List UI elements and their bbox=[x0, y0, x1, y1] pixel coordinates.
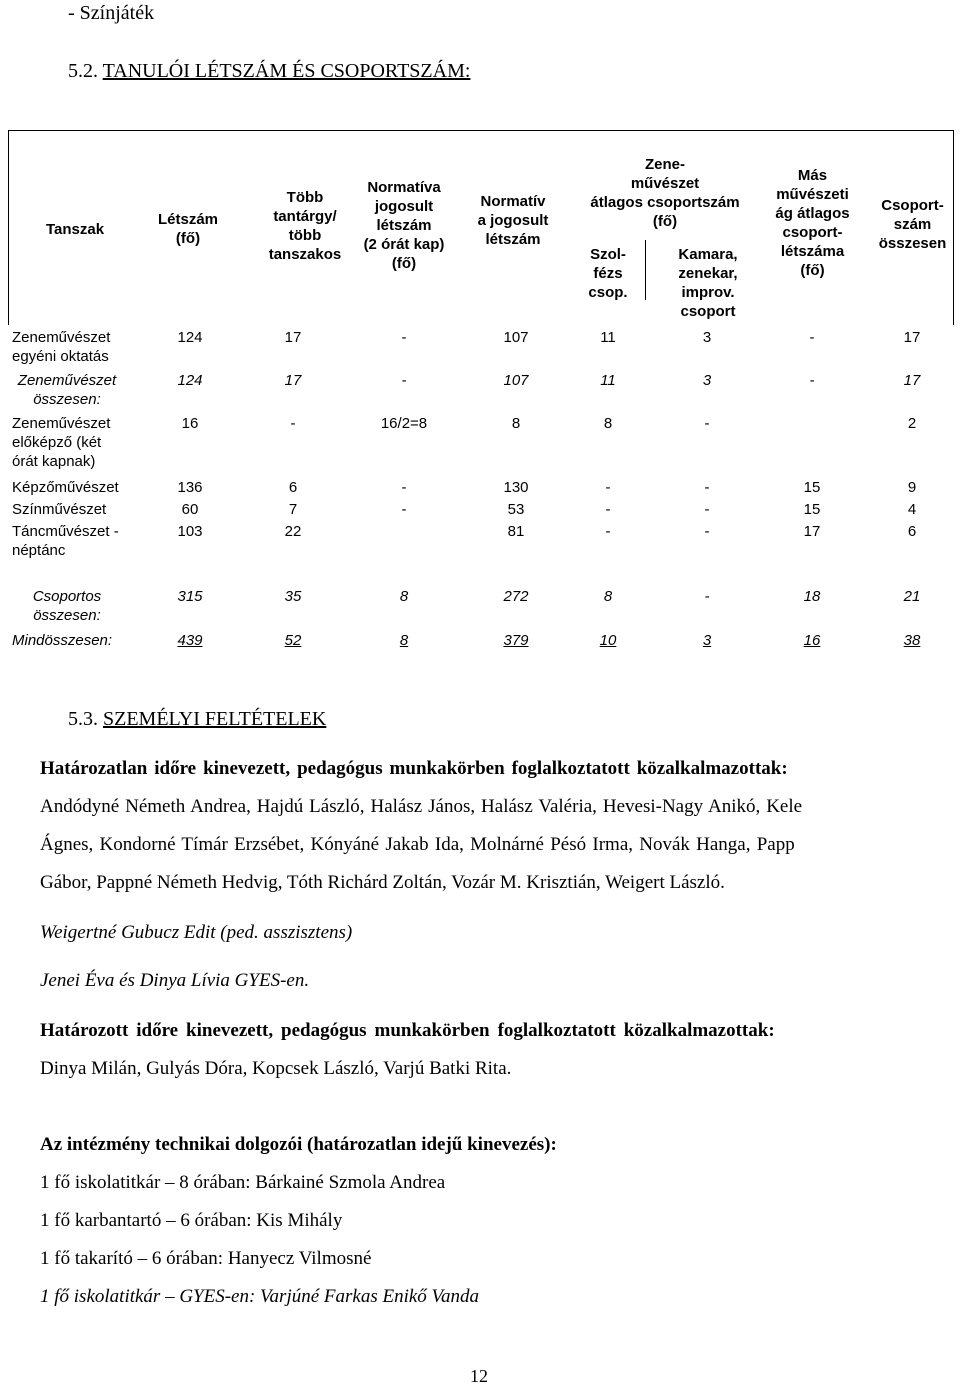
row-label: Színművészet bbox=[12, 501, 107, 518]
header-line: fézs bbox=[593, 265, 623, 282]
table-cell: 22 bbox=[284, 523, 302, 540]
bullet-szinjatek: - Színjáték bbox=[68, 2, 155, 24]
header-line: Létszám bbox=[157, 211, 219, 228]
header-line: Csoport- bbox=[881, 197, 944, 214]
header-divider bbox=[645, 240, 646, 300]
assistant-line: Weigertné Gubucz Edit (ped. asszisztens) bbox=[40, 922, 353, 943]
table-cell: 60 bbox=[181, 501, 199, 518]
table-cell: 8 bbox=[399, 588, 409, 605]
header-line: Szol- bbox=[590, 246, 626, 263]
page-number: 12 bbox=[470, 1366, 488, 1386]
header-line: zenekar, bbox=[678, 265, 738, 282]
table-cell: 8 bbox=[511, 415, 521, 432]
section-number: 5.2. bbox=[68, 60, 98, 82]
table-cell: 15 bbox=[803, 479, 821, 496]
header-csoportszam bbox=[865, 196, 960, 253]
row-label: Zeneművészet összesen: bbox=[17, 372, 117, 408]
table-cell: 136 bbox=[177, 479, 203, 496]
table-cell: 16 bbox=[803, 632, 821, 649]
table-cell: 107 bbox=[503, 372, 529, 389]
header-line: összesen bbox=[878, 235, 947, 252]
header-normativa bbox=[350, 178, 458, 273]
header-line: Több bbox=[286, 189, 324, 206]
table-cell: 10 bbox=[599, 632, 617, 649]
table-cell: - bbox=[809, 372, 815, 389]
table-cell: 21 bbox=[903, 588, 921, 605]
table-cell: 6 bbox=[907, 523, 917, 540]
header-line: létszám bbox=[485, 231, 541, 248]
table-cell: 8 bbox=[603, 415, 613, 432]
table-cell: 3 bbox=[702, 372, 712, 389]
gyes-line: Jenei Éva és Dinya Lívia GYES-en. bbox=[40, 970, 310, 991]
permanent-staff-line-2: Ágnes, Kondorné Tímár Erzsébet, Kónyáné Jakab Ida, Molnárné Pésó Irma, Novák Hanga, Papp bbox=[40, 834, 795, 855]
table-cell: 103 bbox=[177, 523, 203, 540]
table-cell: 7 bbox=[288, 501, 298, 518]
table-cell: - bbox=[401, 501, 407, 518]
table-cell: 11 bbox=[600, 329, 616, 346]
header-line: csoport- bbox=[782, 224, 843, 241]
row-label: Képzőművészet bbox=[12, 479, 119, 496]
table-cell: 9 bbox=[907, 479, 917, 496]
header-line: Zene- bbox=[644, 156, 685, 173]
header-line: (fő) bbox=[800, 262, 825, 279]
table-cell: 52 bbox=[284, 632, 302, 649]
table-cell: 16/2=8 bbox=[380, 415, 428, 432]
header-line: több bbox=[288, 227, 322, 244]
header-line: Kamara, bbox=[678, 246, 738, 263]
table-cell: - bbox=[605, 479, 611, 496]
row-label: Mindösszesen: bbox=[12, 632, 113, 649]
table-cell: 35 bbox=[284, 588, 302, 605]
technical-staff-2: 1 fő karbantartó – 6 órában: Kis Mihály bbox=[40, 1210, 343, 1231]
table-cell: 38 bbox=[903, 632, 921, 649]
table-cell: - bbox=[704, 588, 710, 605]
header-line: jogosult bbox=[374, 198, 434, 215]
header-zenemuveszet bbox=[570, 155, 760, 231]
technical-staff-heading: Az intézmény technikai dolgozói (határozatlan idejű kinevezés): bbox=[40, 1134, 557, 1155]
table-cell: - bbox=[704, 479, 710, 496]
table-cell: 124 bbox=[177, 372, 203, 389]
section-title: SZEMÉLYI FELTÉTELEK bbox=[103, 708, 327, 730]
table-cell: - bbox=[605, 523, 611, 540]
table-cell: - bbox=[401, 329, 407, 346]
header-line: (fő) bbox=[652, 213, 678, 230]
technical-staff-3: 1 fő takarító – 6 órában: Hanyecz Vilmosné bbox=[40, 1248, 372, 1269]
table-cell: 107 bbox=[503, 329, 529, 346]
table-cell: 130 bbox=[503, 479, 529, 496]
table-cell: 17 bbox=[284, 329, 302, 346]
header-tobb-tantargy bbox=[255, 188, 355, 264]
table-cell: 17 bbox=[903, 329, 921, 346]
table-cell: - bbox=[605, 501, 611, 518]
row-label: Csoportos összesen: bbox=[32, 588, 102, 624]
header-line: művészet bbox=[630, 175, 700, 192]
table-cell: 379 bbox=[503, 632, 529, 649]
table-cell: - bbox=[704, 501, 710, 518]
header-line: létszáma bbox=[780, 243, 845, 260]
header-line: a jogosult bbox=[477, 212, 549, 229]
header-line: csoport bbox=[680, 303, 736, 320]
row-label: Zeneművészet előképző (két órát kapnak) bbox=[12, 415, 111, 470]
permanent-staff-line-3: Gábor, Pappné Németh Hedvig, Tóth Richárd Zoltán, Vozár M. Krisztián, Weigert László. bbox=[40, 872, 725, 893]
header-line: Normatíva bbox=[367, 179, 441, 196]
table-cell: 53 bbox=[507, 501, 525, 518]
section-5-2-heading bbox=[68, 60, 470, 83]
table-cell: 11 bbox=[600, 372, 616, 389]
table-cell: 272 bbox=[503, 588, 529, 605]
header-line: (fő) bbox=[391, 255, 417, 272]
header-line: Más bbox=[797, 167, 828, 184]
header-kamara bbox=[660, 245, 756, 321]
table-cell: 4 bbox=[907, 501, 917, 518]
table-cell: 124 bbox=[177, 329, 203, 346]
header-line: tantárgy/ bbox=[273, 208, 337, 225]
header-line: tanszakos bbox=[268, 246, 342, 263]
table-cell: - bbox=[809, 329, 815, 346]
table-cell: 81 bbox=[507, 523, 525, 540]
table-cell: 16 bbox=[181, 415, 199, 432]
table-cell: 17 bbox=[284, 372, 302, 389]
section-title: TANULÓI LÉTSZÁM ÉS CSOPORTSZÁM: bbox=[102, 60, 471, 82]
table-left-border bbox=[8, 130, 9, 325]
table-cell: 315 bbox=[177, 588, 203, 605]
table-cell: 18 bbox=[803, 588, 821, 605]
permanent-staff-line-1: Andódyné Németh Andrea, Hajdú László, Halász János, Halász Valéria, Hevesi-Nagy Anikó, Kele bbox=[40, 796, 803, 817]
technical-staff-1: 1 fő iskolatitkár – 8 órában: Bárkainé Szmola Andrea bbox=[40, 1172, 446, 1193]
header-line: Normatív bbox=[480, 193, 546, 210]
table-cell: 3 bbox=[702, 329, 712, 346]
table-cell: 2 bbox=[907, 415, 917, 432]
table-cell: 439 bbox=[177, 632, 203, 649]
row-label: Táncművészet - néptánc bbox=[12, 523, 119, 559]
fixed-term-staff: Dinya Milán, Gulyás Dóra, Kopcsek László, Varjú Batki Rita. bbox=[40, 1058, 512, 1079]
section-number: 5.3. bbox=[68, 708, 98, 730]
table-cell: - bbox=[704, 523, 710, 540]
section-5-3-heading bbox=[68, 708, 326, 731]
header-normativ bbox=[463, 192, 563, 249]
table-cell: - bbox=[704, 415, 710, 432]
table-cell: - bbox=[401, 372, 407, 389]
header-line: létszám bbox=[376, 217, 432, 234]
header-line: ág átlagos bbox=[775, 205, 850, 222]
table-cell: 17 bbox=[903, 372, 921, 389]
table-cell: 8 bbox=[603, 588, 613, 605]
header-letszam bbox=[148, 210, 228, 248]
table-cell: 8 bbox=[399, 632, 409, 649]
header-line: szám bbox=[893, 216, 932, 233]
fixed-term-heading: Határozott időre kinevezett, pedagógus munkakörben foglalkoztatott közalkalmazottak: bbox=[40, 1020, 775, 1041]
header-line: (2 órát kap) bbox=[363, 236, 445, 253]
header-line: (fő) bbox=[175, 230, 201, 247]
permanent-staff-heading: Határozatlan időre kinevezett, pedagógus munkakörben foglalkoztatott közalkalmazottak: bbox=[40, 758, 788, 779]
header-mas-muveszeti bbox=[760, 166, 865, 280]
technical-staff-4: 1 fő iskolatitkár – GYES-en: Varjúné Farkas Enikő Vanda bbox=[40, 1286, 480, 1307]
header-line: csop. bbox=[588, 284, 628, 301]
row-label: Zeneművészet egyéni oktatás bbox=[12, 329, 111, 365]
table-cell: 15 bbox=[803, 501, 821, 518]
table-cell: - bbox=[290, 415, 296, 432]
header-line: improv. bbox=[681, 284, 735, 301]
table-cell: 6 bbox=[288, 479, 298, 496]
header-line: művészeti bbox=[776, 186, 849, 203]
table-top-border bbox=[8, 130, 953, 131]
table-cell: 3 bbox=[702, 632, 712, 649]
table-cell: 17 bbox=[803, 523, 821, 540]
header-tanszak: Tanszak bbox=[45, 221, 105, 238]
table-cell: - bbox=[401, 479, 407, 496]
header-line: átlagos csoportszám bbox=[590, 194, 740, 211]
header-szolfezs bbox=[578, 245, 638, 302]
